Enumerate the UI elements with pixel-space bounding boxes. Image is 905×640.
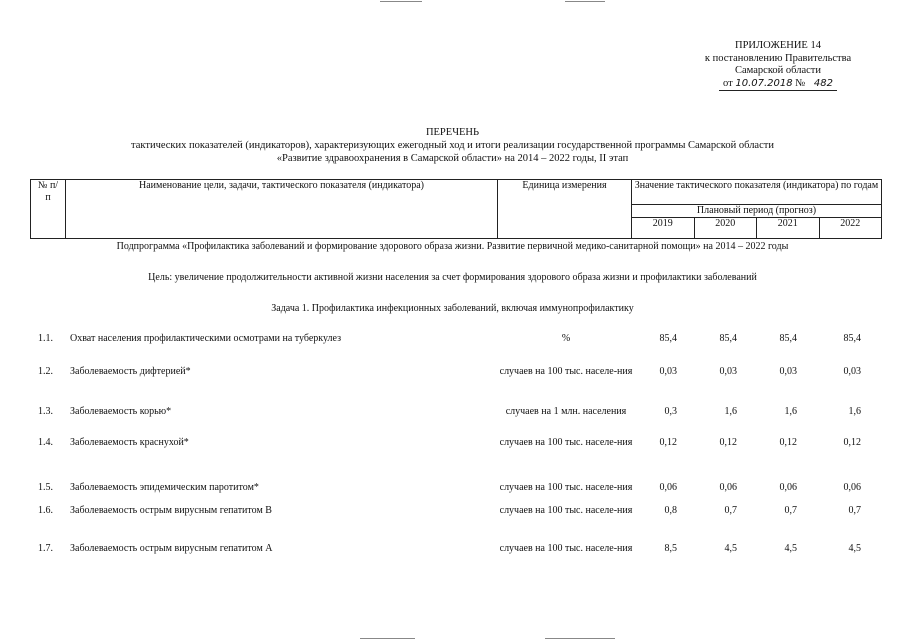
title-line-2: тактических показателей (индикаторов), характеризующих ежегодный ход и итоги реализации государственной программы Самарской области (131, 140, 774, 151)
number-prefix: № (795, 77, 806, 89)
indicator-value-2021: 0,03 (779, 366, 797, 377)
indicator-value-2020: 0,03 (719, 366, 737, 377)
indicator-value-2022: 85,4 (843, 333, 861, 344)
indicator-value-2022: 0,06 (843, 482, 861, 493)
indicator-value-2022: 0,03 (843, 366, 861, 377)
indicator-value-2019: 0,3 (664, 406, 677, 417)
header-col-unit: Единица измерения (498, 180, 632, 239)
header-year: 2019 (632, 218, 695, 239)
indicator-value-2020: 1,6 (724, 406, 737, 417)
subprogram-heading: Подпрограмма «Профилактика заболеваний и формирование здорового образа жизни. Развитие первичной медико-санитарной помощи» на 2014 – 2022 годы (116, 241, 789, 252)
header-year: 2020 (694, 218, 757, 239)
header-col-num (31, 180, 66, 239)
scan-artifact-bottom-2 (545, 638, 615, 639)
indicator-value-2020: 0,06 (719, 482, 737, 493)
appendix-region: Самарской области (735, 65, 821, 76)
appendix-title: ПРИЛОЖЕНИЕ 14 (735, 40, 821, 51)
row-number: 1.7. (38, 543, 53, 554)
indicator-name: Заболеваемость корью* (70, 406, 172, 417)
row-number: 1.6. (38, 505, 53, 516)
header-col-num-label: № п/п (37, 180, 59, 203)
task-heading: Задача 1. Профилактика инфекционных заболеваний, включая иммунопрофилактику (271, 303, 634, 314)
indicator-name: Заболеваемость острым вирусным гепатитом А (70, 543, 273, 554)
indicator-value-2021: 85,4 (779, 333, 797, 344)
row-number: 1.5. (38, 482, 53, 493)
indicator-value-2022: 0,7 (848, 505, 861, 516)
indicator-name: Заболеваемость дифтерией* (70, 366, 191, 377)
indicator-value-2020: 85,4 (719, 333, 737, 344)
document-title (0, 126, 905, 165)
indicator-name: Заболеваемость острым вирусным гепатитом В (70, 505, 272, 516)
row-number: 1.2. (38, 366, 53, 377)
measurement-unit: случаев на 100 тыс. населе-ния (499, 543, 633, 554)
indicator-value-2021: 1,6 (784, 406, 797, 417)
indicator-value-2019: 0,06 (659, 482, 677, 493)
indicator-value-2020: 0,7 (724, 505, 737, 516)
header-year: 2022 (819, 218, 882, 239)
goal-heading: Цель: увеличение продолжительности активной жизни населения за счет формирования здорового образа жизни и профилактики заболеваний (148, 272, 757, 283)
date-prefix: от (723, 77, 733, 89)
indicator-name: Охват населения профилактическими осмотрами на туберкулез (70, 333, 342, 344)
scan-artifact-top (380, 1, 422, 2)
scan-artifact-bottom (360, 638, 415, 639)
indicator-value-2021: 0,12 (779, 437, 797, 448)
title-main: ПЕРЕЧЕНЬ (425, 127, 480, 138)
indicator-value-2019: 8,5 (664, 543, 677, 554)
measurement-unit: случаев на 100 тыс. населе-ния (499, 366, 633, 377)
indicator-value-2022: 1,6 (848, 406, 861, 417)
indicator-value-2019: 0,03 (659, 366, 677, 377)
indicator-value-2021: 0,06 (779, 482, 797, 493)
indicator-value-2019: 85,4 (659, 333, 677, 344)
indicator-value-2022: 4,5 (848, 543, 861, 554)
row-number: 1.4. (38, 437, 53, 448)
header-col-name: Наименование цели, задачи, тактического показателя (индикатора) (66, 180, 498, 239)
measurement-unit: случаев на 100 тыс. населе-ния (499, 505, 633, 516)
indicator-value-2022: 0,12 (843, 437, 861, 448)
appendix-block (688, 40, 868, 91)
measurement-unit: случаев на 1 млн. населения (505, 406, 627, 417)
row-number: 1.1. (38, 333, 53, 344)
handwritten-date: 10.07.2018 (735, 77, 793, 89)
indicator-value-2019: 0,12 (659, 437, 677, 448)
measurement-unit: случаев на 100 тыс. населе-ния (499, 437, 633, 448)
indicator-value-2021: 4,5 (784, 543, 797, 554)
header-col-value: Значение тактического показателя (индикатора) по годам (632, 180, 882, 205)
handwritten-number: 482 (813, 77, 833, 89)
indicator-value-2020: 4,5 (724, 543, 737, 554)
indicator-name: Заболеваемость краснухой* (70, 437, 189, 448)
indicator-value-2020: 0,12 (719, 437, 737, 448)
measurement-unit: случаев на 100 тыс. населе-ния (499, 482, 633, 493)
row-number: 1.3. (38, 406, 53, 417)
indicator-name: Заболеваемость эпидемическим паротитом* (70, 482, 259, 493)
appendix-decree: к постановлению Правительства (704, 52, 852, 64)
header-planned-period: Плановый период (прогноз) (632, 205, 882, 218)
scan-artifact-top-2 (565, 1, 605, 2)
header-year: 2021 (757, 218, 820, 239)
indicator-value-2021: 0,7 (784, 505, 797, 516)
indicator-table-header (30, 179, 882, 239)
measurement-unit: % (561, 333, 571, 344)
appendix-date-line (719, 78, 837, 92)
title-line-3: «Развитие здравоохранения в Самарской области» на 2014 – 2022 годы, II этап (276, 153, 629, 164)
indicator-value-2019: 0,8 (664, 505, 677, 516)
